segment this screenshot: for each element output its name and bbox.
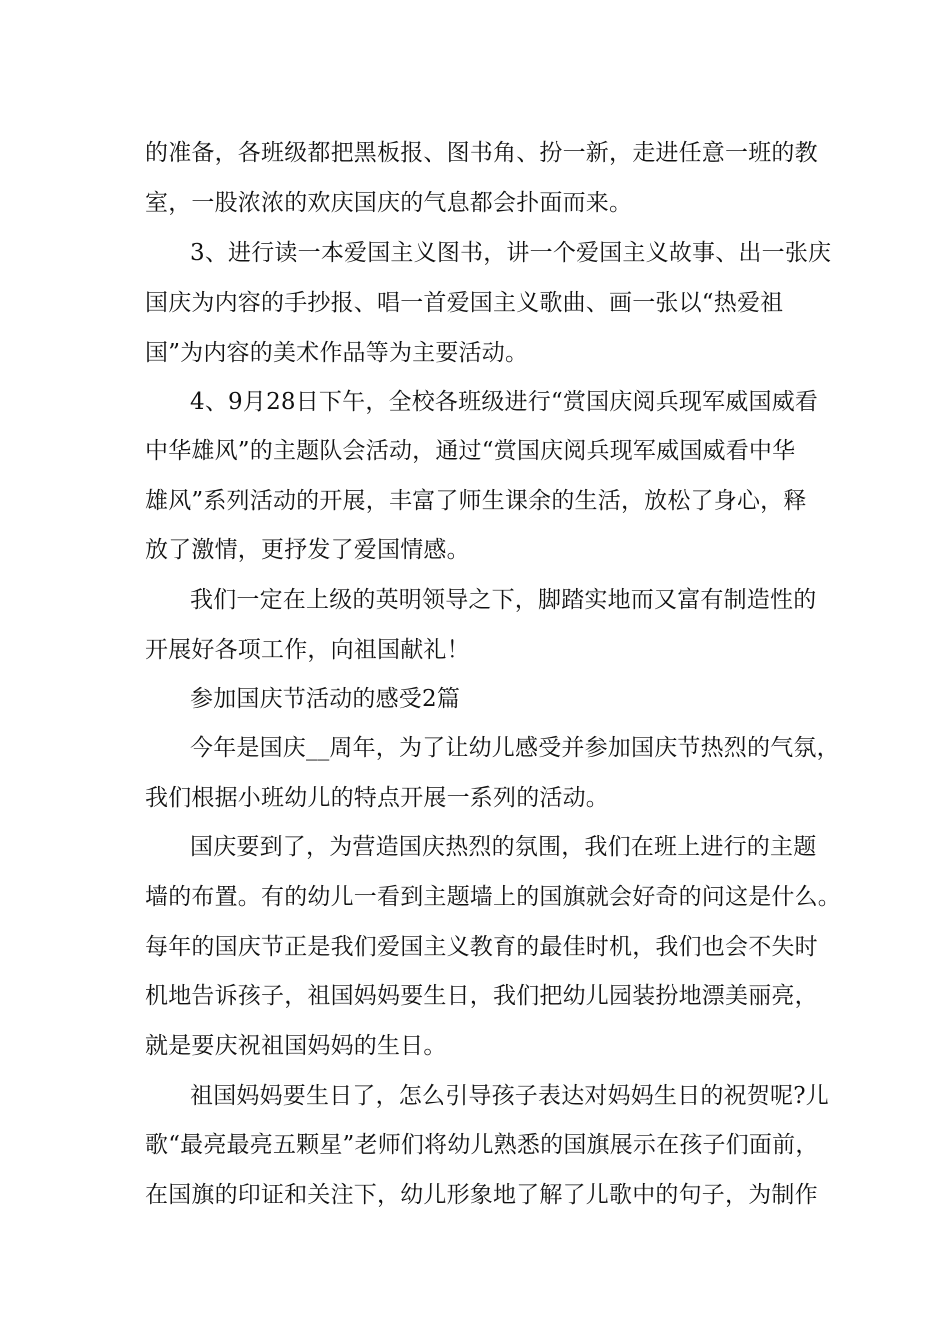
paragraph-start-line: 国庆要到了，为营造国庆热烈的氛围，我们在班上进行的主题 [190, 834, 817, 860]
text-line: 歌“最亮最亮五颗星”老师们将幼儿熟悉的国旗展示在孩子们面前， [145, 1132, 819, 1158]
text-line: 每年的国庆节正是我们爱国主义教育的最佳时机，我们也会不失时 [145, 934, 818, 960]
paragraph-start-line: 今年是国庆__周年，为了让幼儿感受并参加国庆节热烈的气氛， [190, 735, 840, 761]
text-line: 中华雄风”的主题队会活动，通过“赏国庆阅兵现军威国威看中华 [145, 438, 796, 464]
text-line: 国庆为内容的手抄报、唱一首爱国主义歌曲、画一张以“热爱祖 [145, 290, 784, 316]
paragraph-start-line: 祖国妈妈要生日了，怎么引导孩子表达对妈妈生日的祝贺呢?儿 [190, 1083, 829, 1109]
text-line: 在国旗的印证和关注下，幼儿形象地了解了儿歌中的句子，为制作 [145, 1182, 818, 1208]
paragraph-start-line: 我们一定在上级的英明领导之下，脚踏实地而又富有制造性的 [190, 587, 817, 613]
section-title: 参加国庆节活动的感受2篇 [190, 686, 461, 712]
paragraph-start-line: 3、进行读一本爱国主义图书，讲一个爱国主义故事、出一张庆 [190, 240, 832, 266]
paragraph-start-line: 4、9月28日下午，全校各班级进行“赏国庆阅兵现军威国威看 [190, 389, 819, 415]
text-line: 我们根据小班幼儿的特点开展一系列的活动。 [145, 785, 609, 811]
text-line: 室，一股浓浓的欢庆国庆的气息都会扑面而来。 [145, 190, 633, 216]
text-line: 就是要庆祝祖国妈妈的生日。 [145, 1033, 447, 1059]
text-line: 国”为内容的美术作品等为主要活动。 [145, 340, 529, 366]
text-line: 的准备，各班级都把黑板报、图书角、扮一新，走进任意一班的教 [145, 140, 818, 166]
text-line: 雄风”系列活动的开展，丰富了师生课余的生活，放松了身心，释 [145, 488, 807, 514]
text-line: 放了激情，更抒发了爱国情感。 [145, 537, 470, 563]
text-line: 开展好各项工作，向祖国献礼！ [145, 637, 470, 663]
text-line: 机地告诉孩子，祖国妈妈要生日，我们把幼儿园装扮地漂美丽亮， [145, 983, 818, 1009]
text-line: 墙的布置。有的幼儿一看到主题墙上的国旗就会好奇的问这是什么。 [145, 884, 841, 910]
